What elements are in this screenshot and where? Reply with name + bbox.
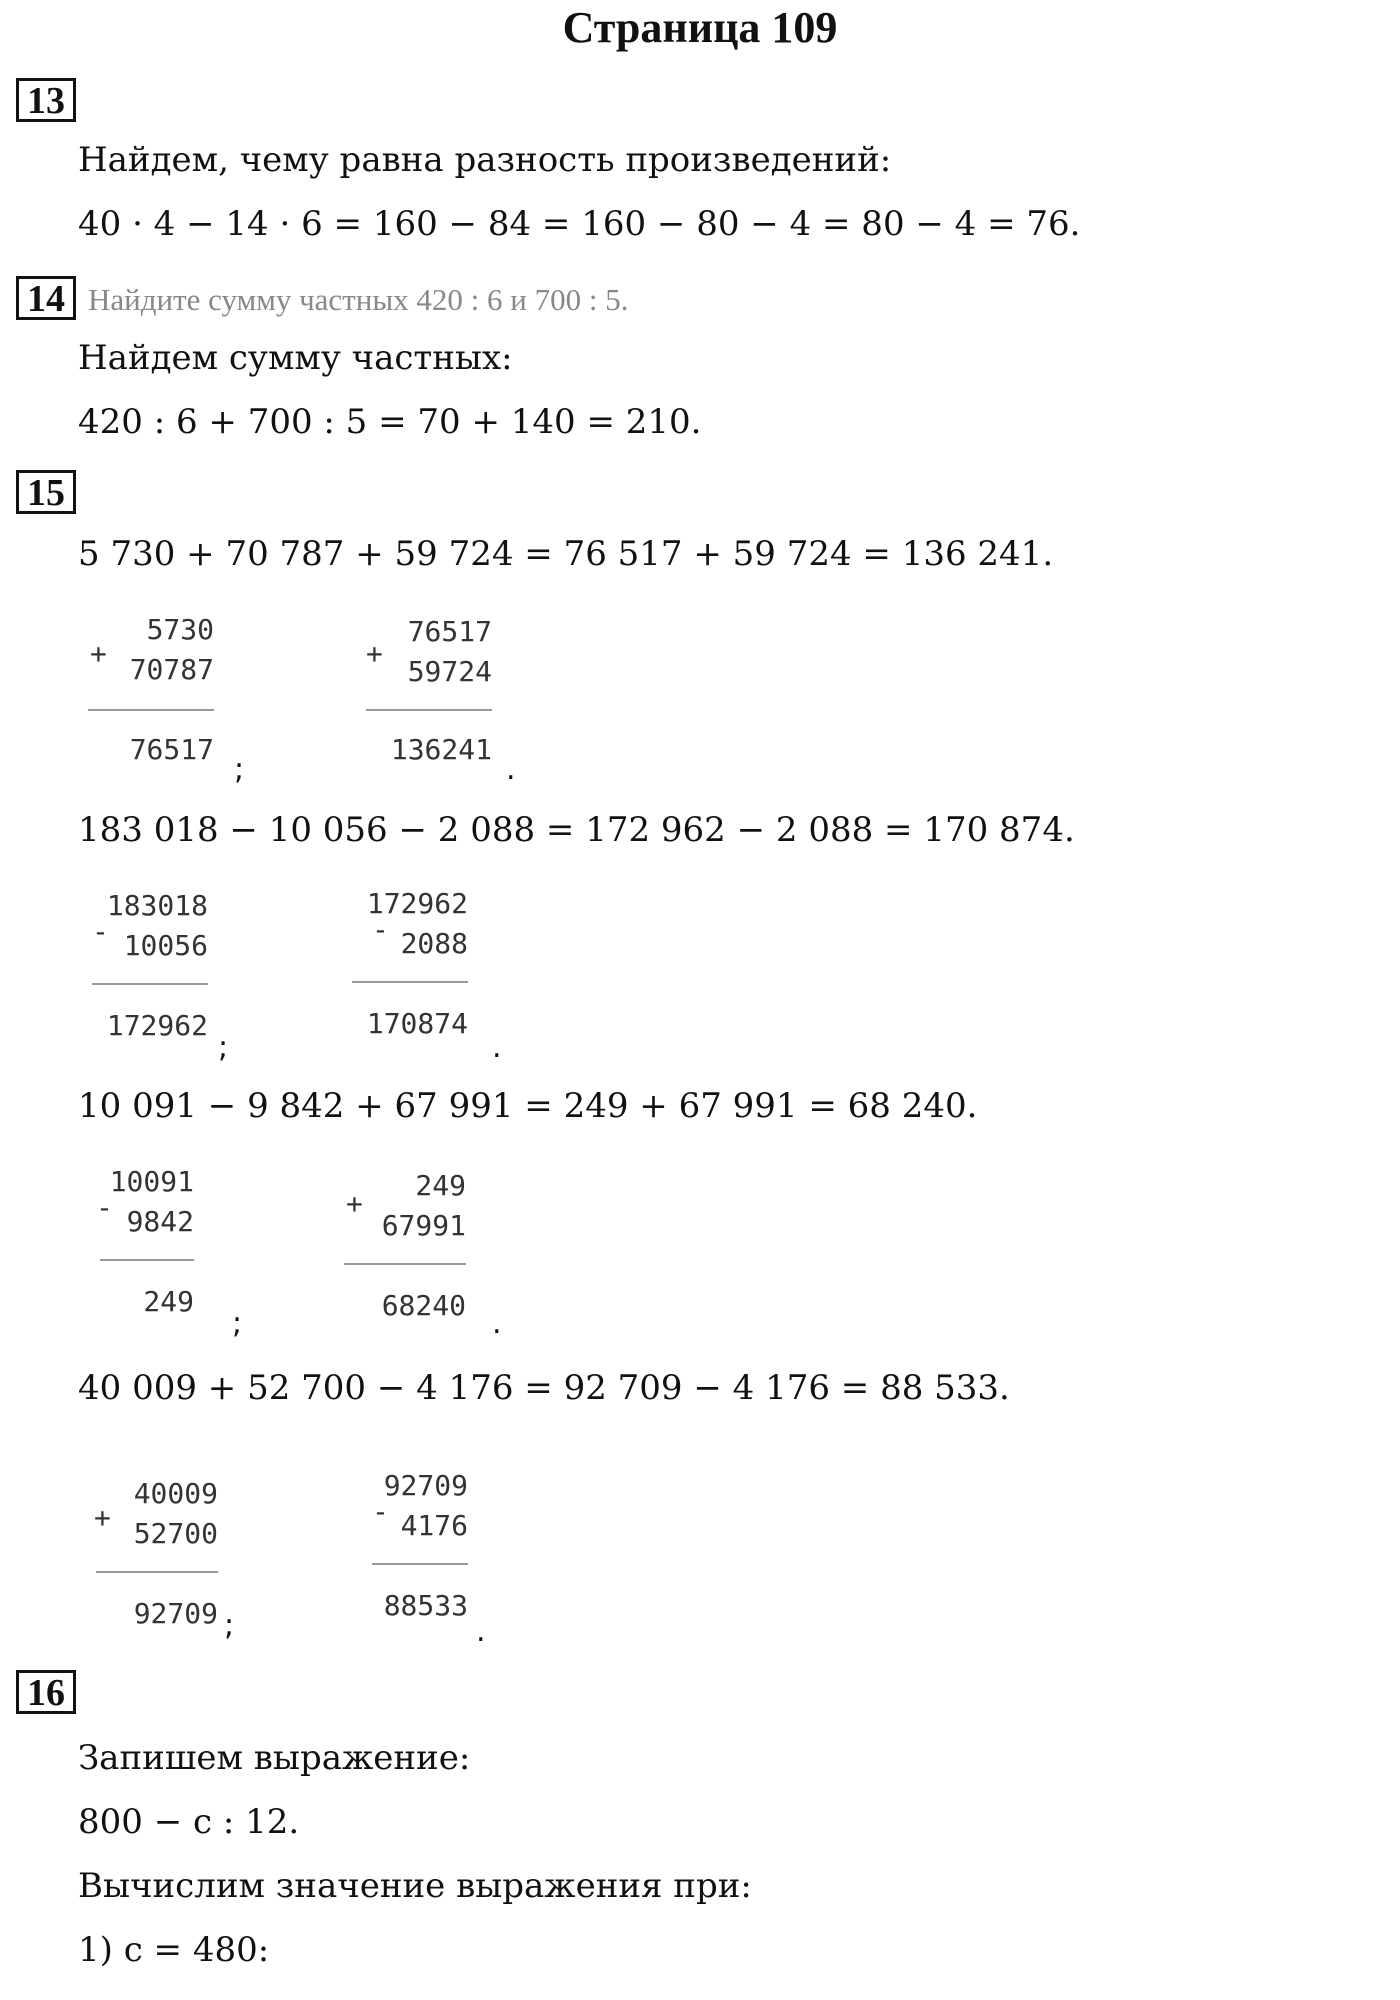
calc-operand-1: 92709 bbox=[383, 1469, 468, 1502]
calc-operand-1: 183018 bbox=[106, 889, 208, 922]
calc-sign: + bbox=[90, 637, 107, 670]
calc-result: 76517 bbox=[129, 733, 214, 766]
task-number-13: 13 bbox=[16, 78, 76, 122]
calc-result: 68240 bbox=[381, 1289, 466, 1322]
calc-result: 92709 bbox=[133, 1597, 218, 1630]
page-title: Страница 109 bbox=[562, 3, 838, 52]
t16-line-3: Вычислим значение выражения при: bbox=[78, 1866, 752, 1906]
t15-equation-2: 183 018 − 10 056 − 2 088 = 172 962 − 2 088 = 170 874. bbox=[78, 810, 1075, 850]
calc-line bbox=[96, 1571, 218, 1573]
t16-line-1: Запишем выражение: bbox=[78, 1738, 471, 1778]
calc-operand-1: 40009 bbox=[133, 1477, 218, 1510]
calc-line bbox=[92, 983, 208, 985]
calc-end-punct: . bbox=[506, 752, 516, 787]
calc-line bbox=[352, 981, 468, 983]
calc-line bbox=[88, 709, 214, 711]
calc-end-punct: ; bbox=[218, 1030, 229, 1065]
calc-result: 172962 bbox=[106, 1009, 208, 1042]
calc-operand-1: 5730 bbox=[146, 613, 214, 646]
calc-result: 136241 bbox=[390, 733, 492, 766]
calc-operand-2: 52700 bbox=[133, 1517, 218, 1550]
t14-line-2: 420 : 6 + 700 : 5 = 70 + 140 = 210. bbox=[78, 402, 702, 442]
calc-result: 249 bbox=[143, 1285, 194, 1318]
task-number-15: 15 bbox=[16, 470, 76, 514]
calc-end-punct: ; bbox=[234, 752, 245, 787]
calc-sign: - bbox=[92, 915, 109, 948]
calc-sign: + bbox=[366, 637, 383, 670]
calc-line bbox=[372, 1563, 468, 1565]
t16-line-2: 800 − c : 12. bbox=[78, 1802, 300, 1842]
calc-operand-2: 2088 bbox=[400, 927, 468, 960]
t15-equation-3: 10 091 − 9 842 + 67 991 = 249 + 67 991 = 68 240. bbox=[78, 1086, 978, 1126]
calc-operand-1: 172962 bbox=[366, 887, 468, 920]
calc-operand-2: 67991 bbox=[381, 1209, 466, 1242]
task-number-14: 14 bbox=[16, 276, 76, 320]
calc-result: 170874 bbox=[366, 1007, 468, 1040]
calc-sign: + bbox=[94, 1501, 111, 1534]
calc-sign: + bbox=[346, 1187, 363, 1220]
calc-operand-2: 9842 bbox=[126, 1205, 194, 1238]
calc-line bbox=[100, 1259, 194, 1261]
calc-operand-1: 76517 bbox=[407, 615, 492, 648]
calc-operand-2: 4176 bbox=[400, 1509, 468, 1542]
calc-sign: - bbox=[96, 1191, 113, 1224]
calc-end-punct: . bbox=[476, 1614, 486, 1649]
task-number-16: 16 bbox=[16, 1670, 76, 1714]
calc-end-punct: . bbox=[492, 1030, 502, 1065]
calc-end-punct: . bbox=[492, 1306, 502, 1341]
calc-line bbox=[366, 709, 492, 711]
calc-line bbox=[344, 1263, 466, 1265]
calc-operand-1: 249 bbox=[415, 1169, 466, 1202]
t16-line-4: 1) c = 480: bbox=[78, 1930, 270, 1970]
calc-end-punct: ; bbox=[224, 1608, 235, 1643]
t13-line-2: 40 · 4 − 14 · 6 = 160 − 84 = 160 − 80 − 4 = 80 − 4 = 76. bbox=[78, 204, 1081, 244]
calc-operand-2: 59724 bbox=[407, 655, 492, 688]
t13-line-1: Найдем, чему равна разность произведений: bbox=[78, 140, 892, 180]
t15-equation-4: 40 009 + 52 700 − 4 176 = 92 709 − 4 176 = 88 533. bbox=[78, 1368, 1010, 1408]
calc-operand-2: 10056 bbox=[123, 929, 208, 962]
calc-operand-1: 10091 bbox=[109, 1165, 194, 1198]
calc-end-punct: ; bbox=[232, 1306, 243, 1341]
t15-equation-1: 5 730 + 70 787 + 59 724 = 76 517 + 59 724 = 136 241. bbox=[78, 534, 1054, 574]
t14-line-1: Найдем сумму частных: bbox=[78, 338, 513, 378]
calc-sign: - bbox=[372, 913, 389, 946]
calc-operand-2: 70787 bbox=[129, 653, 214, 686]
t14-task-text: Найдите сумму частных 420 : 6 и 700 : 5. bbox=[88, 282, 629, 317]
calc-result: 88533 bbox=[383, 1589, 468, 1622]
calc-sign: - bbox=[372, 1495, 389, 1528]
